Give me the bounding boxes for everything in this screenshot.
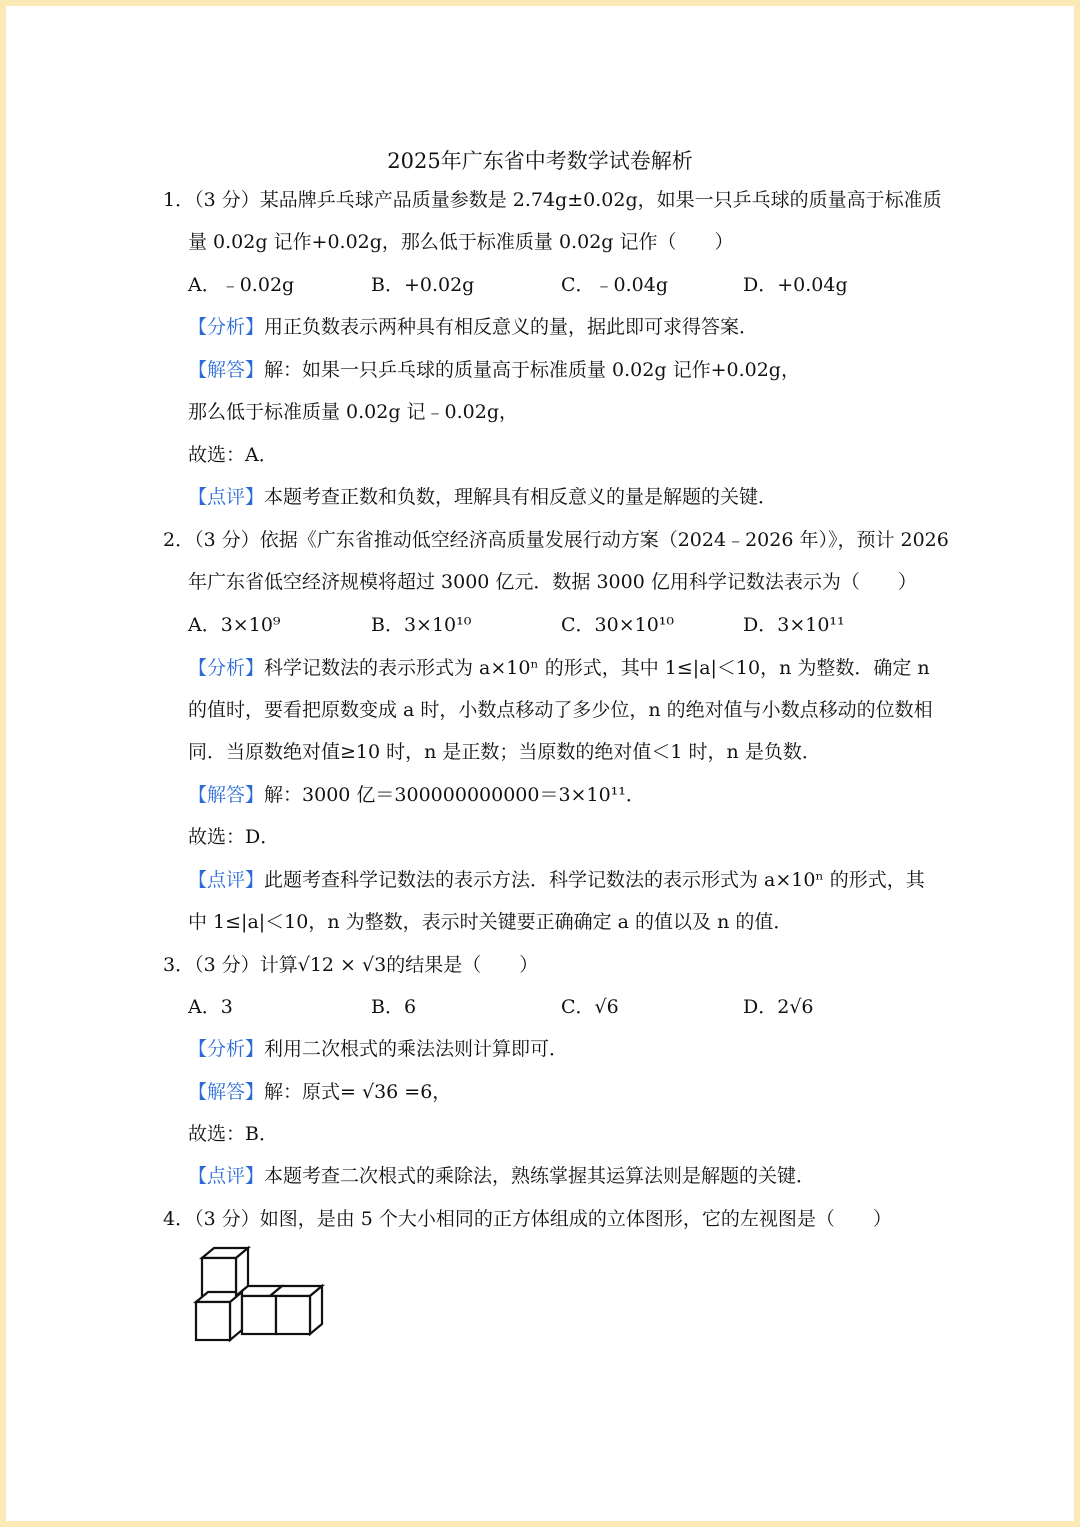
analysis-tag: 【分析】: [188, 657, 265, 679]
cube-top-front: [202, 1258, 236, 1296]
q2-stem-line2: 年广东省低空经济规模将超过 3000 亿元．数据 3000 亿用科学记数法表示为（ ）: [188, 571, 917, 593]
q1-stem-line1: 1．（3 分）某品牌乒乓球产品质量参数是 2.74g±0.02g，如果一只乒乓球的质量高于标准质: [163, 189, 942, 211]
comment-tag: 【点评】: [188, 1165, 265, 1187]
q2-stem-line1: 2．（3 分）依据《广东省推动低空经济高质量发展行动方案（2024﹣2026 年）》，预计 2026: [163, 529, 949, 551]
comment-tag: 【点评】: [188, 486, 265, 508]
q1-choice: 故选：A．: [188, 444, 278, 466]
q3-analysis: [188, 1037, 568, 1061]
q3-answer-text: 解：原式= √36 =6，: [264, 1081, 452, 1103]
q2-option-c: C．30×10¹⁰: [561, 614, 675, 636]
q2-analysis: [188, 656, 930, 680]
answer-tag: 【解答】: [188, 1081, 265, 1103]
q3-choice: 故选：B．: [188, 1123, 278, 1145]
q3-option-d: D．2√6: [743, 996, 814, 1018]
q4-stem: 4．（3 分）如图，是由 5 个大小相同的正方体组成的立体图形，它的左视图是（ ）: [163, 1208, 892, 1230]
cube-right-face: [276, 1296, 310, 1334]
document-page: [6, 6, 1074, 1521]
q2-answer: [188, 783, 645, 807]
q3-option-a: A．3: [188, 996, 233, 1018]
cube-front-face: [196, 1302, 230, 1340]
q1-answer-text: 解：如果一只乒乓球的质量高于标准质量 0.02g 记作+0.02g，: [264, 359, 800, 381]
q1-answer: [188, 358, 800, 382]
q1-analysis: [188, 315, 758, 339]
q1-option-c: C．﹣0.04g: [561, 274, 669, 296]
q3-analysis-text: 利用二次根式的乘法法则计算即可．: [264, 1038, 569, 1060]
analysis-tag: 【分析】: [188, 1038, 265, 1060]
q2-analysis-line2: 的值时，要看把原数变成 a 时，小数点移动了多少位，n 的绝对值与小数点移动的位数相: [188, 699, 933, 721]
q3-option-b: B．6: [371, 996, 417, 1018]
q2-option-d: D．3×10¹¹: [743, 614, 845, 636]
q3-option-c: C．√6: [561, 996, 619, 1018]
q1-option-d: D．+0.04g: [743, 274, 848, 296]
cube-figure: [186, 1240, 331, 1344]
q3-comment-text: 本题考查二次根式的乘除法，熟练掌握其运算法则是解题的关键．: [264, 1165, 816, 1187]
q2-comment-text: 此题考查科学记数法的表示方法．科学记数法的表示形式为 a×10ⁿ 的形式，其: [264, 869, 925, 891]
q2-comment: [188, 868, 925, 892]
q2-comment-line2: 中 1≤|a|＜10，n 为整数，表示时关键要正确确定 a 的值以及 n 的值．: [188, 911, 793, 933]
q1-option-a: A．﹣0.02g: [188, 274, 295, 296]
answer-tag: 【解答】: [188, 359, 265, 381]
q1-analysis-text: 用正负数表示两种具有相反意义的量，据此即可求得答案．: [264, 316, 759, 338]
q1-comment: [188, 485, 777, 509]
answer-tag: 【解答】: [188, 784, 265, 806]
q1-answer-line2: 那么低于标准质量 0.02g 记﹣0.02g，: [188, 401, 519, 423]
cube-right-side: [310, 1286, 322, 1334]
q2-answer-text: 解：3000 亿＝300000000000＝3×10¹¹．: [264, 784, 645, 806]
q1-stem-line2: 量 0.02g 记作+0.02g，那么低于标准质量 0.02g 记作（ ）: [188, 231, 734, 253]
q3-stem: 3．（3 分）计算√12 × √3的结果是（ ）: [163, 954, 539, 976]
q1-comment-text: 本题考查正数和负数，理解具有相反意义的量是解题的关键．: [264, 486, 778, 508]
q3-answer: [188, 1080, 451, 1104]
analysis-tag: 【分析】: [188, 316, 265, 338]
q2-option-a: A．3×10⁹: [188, 614, 281, 636]
cube-middle-face: [242, 1296, 276, 1334]
cube-front-side: [230, 1292, 242, 1340]
q3-comment: [188, 1164, 815, 1188]
q2-analysis-line3: 同．当原数绝对值≥10 时，n 是正数；当原数的绝对值＜1 时，n 是负数．: [188, 741, 821, 763]
page-title: 2025年广东省中考数学试卷解析: [387, 149, 693, 173]
comment-tag: 【点评】: [188, 869, 265, 891]
q2-option-b: B．3×10¹⁰: [371, 614, 472, 636]
q2-choice: 故选：D．: [188, 826, 280, 848]
q1-option-b: B．+0.02g: [371, 274, 475, 296]
q2-analysis-text: 科学记数法的表示形式为 a×10ⁿ 的形式，其中 1≤|a|＜10，n 为整数．确定 n: [264, 657, 930, 679]
